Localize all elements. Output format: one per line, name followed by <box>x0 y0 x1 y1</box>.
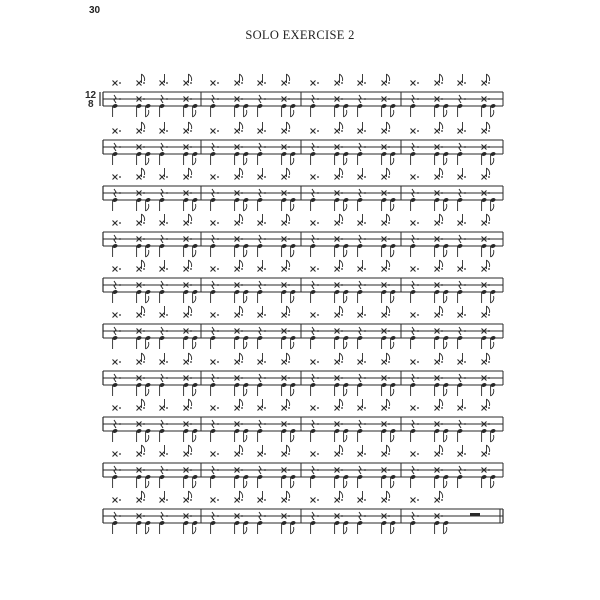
staff-system <box>103 214 503 257</box>
time-signature-bottom: 8 <box>88 99 94 110</box>
time-signature-top: 12 <box>85 90 97 101</box>
staff-system <box>85 74 503 117</box>
staff-system <box>103 399 503 442</box>
page-number: 30 <box>89 5 101 16</box>
staff-system <box>103 445 503 488</box>
staff-system <box>103 491 503 534</box>
page-title: SOLO EXERCISE 2 <box>245 28 355 42</box>
staff-system <box>103 122 503 165</box>
staff-system <box>103 168 503 211</box>
staff-system <box>103 260 503 303</box>
staff-system <box>103 306 503 349</box>
staff-system <box>103 353 503 396</box>
